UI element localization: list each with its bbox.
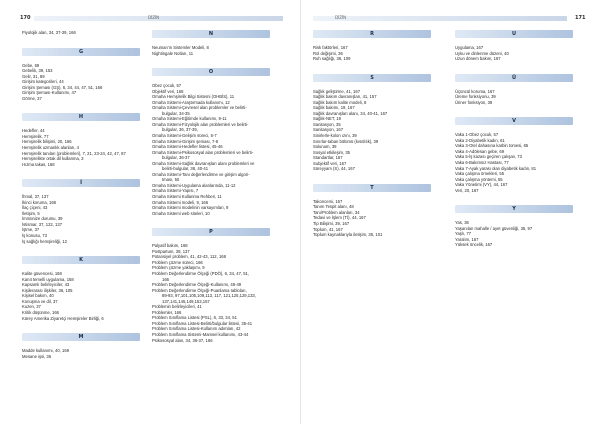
section-header-0-4: [22, 256, 140, 264]
index-entry: Vaka 7-Ayak yarası olan diyabetik kadın, 81: [455, 165, 537, 171]
index-entry: Vaka 6-Bakımsız Hastası, 77: [455, 160, 509, 166]
section-header-0-2: [22, 113, 140, 121]
index-entry: Uzun dönem bakım, 167: [455, 56, 501, 62]
index-entry: Sağlık bakımı, 19, 167: [313, 105, 355, 111]
index-entry: Sağlık bakım kalite modeli, 8: [313, 99, 367, 105]
index-entry: Üriner fonksiyon, 39: [455, 99, 493, 105]
left-page-header: [20, 15, 290, 24]
index-entry: Kapsamlı belirleyiciler, 43: [22, 282, 70, 288]
index-entry: Mesane işsi, 36: [22, 353, 52, 359]
section-header-1-0: [152, 30, 270, 38]
section-header-0-3: [22, 179, 140, 187]
index-entry: Omaha Sistemi-Uygulama alanlarında, 11-12: [152, 182, 236, 188]
index-entry: Sinirlerle-kolon ızını, 39: [313, 133, 357, 139]
index-entry: Hemşirelikte ortak dil kullanma, 3: [22, 156, 84, 162]
index-entry: Objektif veri, 168: [152, 88, 184, 94]
index-entry: İstismar, 37, 122, 137: [22, 221, 63, 227]
index-entry: Toplum, 41, 167: [313, 226, 343, 232]
section-header-0-1: [22, 48, 140, 56]
index-entry: Vaka çalışma yöntemi, 55: [455, 176, 503, 182]
index-entry: Palyatif bakım, 168: [152, 243, 188, 249]
right-page: [301, 0, 602, 424]
index-entry: Omaha Sistemi-Tanı değerlendirme ve girişim algori-: [152, 171, 250, 177]
index-entry: Vaka 1-Obez çocuk, 57: [455, 132, 499, 138]
section-header-3-3: [455, 205, 573, 213]
index-entry: Hemşirelik, 77: [22, 133, 49, 139]
index-entry: Sağlık bakım davranışları, 41, 157: [313, 94, 377, 100]
index-entry: Omaha Sistemi modelinin varsayımları, 9: [152, 205, 229, 211]
section-letter: T: [370, 184, 374, 191]
section-header-2-1: [313, 74, 431, 82]
index-entry: İştme, 37: [22, 227, 40, 233]
index-entry: tması, 50: [162, 177, 180, 183]
index-entry: Madde kullanımı, 40, 169: [22, 348, 70, 354]
section-letter: G: [78, 48, 84, 55]
index-entry: İş sağlığı hemşireliği, 12: [22, 238, 67, 244]
index-entry: Hedefler, 44: [22, 128, 45, 134]
section-letter: M: [78, 334, 84, 341]
index-entry: Veri, 20, 167: [455, 187, 479, 193]
index-entry: Obez çocuk, 57: [152, 83, 182, 89]
index-entry: Vaka 4-Adölesan gebe, 69: [455, 148, 505, 154]
index-entry: Gebelik, 39, 153: [22, 68, 53, 74]
index-entry: 89-93, 97,101,105,109,113, 117, 121,125,129,133,: [162, 293, 256, 299]
index-entry: Kanıt temelli uygulama, 168: [22, 276, 74, 282]
index-entry: Hızma takas, 168: [22, 161, 55, 167]
index-entry: İmmünize durumu, 39: [22, 216, 63, 222]
index-entry: Kürey Amerika Ziyaretçi Hemşireler Birliği, 6: [22, 315, 104, 321]
index-entry: Vaka 2-Diyabetik kadın, 61: [455, 137, 505, 143]
section-letter: U: [511, 31, 517, 37]
section-letter: Ü: [511, 74, 517, 81]
index-entry: Problemin belirleyicileri, 41: [152, 304, 202, 310]
index-entry: Omaha Sistemi-Fizyolojik alan problemleri ve belirti-: [152, 121, 249, 127]
index-entry: Yas, 36: [455, 220, 469, 226]
index-entry: Omaha Sistemi-Araştırmada kullanımı, 12: [152, 99, 230, 105]
index-entry: Uygulama, 167: [455, 45, 484, 50]
index-entry: Omaha Sistemi-Eğitimde kullanımı, 9-11: [152, 116, 227, 122]
index-entry: Sağlık-NET, 19: [313, 116, 341, 122]
index-entry: Omaha Sistemi Kullanma Rehberi, 11: [152, 194, 222, 200]
index-entry: 166: [162, 276, 169, 282]
index-entry: Gelir, 31, 89: [22, 73, 45, 79]
index-entry: Gebe, 69: [22, 62, 40, 68]
index-entry: İletişim, 5: [22, 210, 40, 216]
index-entry: Problemler, 166: [152, 309, 182, 315]
index-entry: bulgular, 34-35: [162, 110, 190, 116]
index-entry: 137,141,145,149,153,157: [162, 298, 210, 304]
index-entry: Subjektif veri, 167: [313, 160, 347, 166]
index-entry: İhmal, 37, 137: [22, 194, 49, 200]
index-entry: Omaha Sistemi-Psikososyal alan problemleri ve belirti-: [152, 149, 254, 155]
index-entry: Tip Bilişimi, 39, 167: [313, 221, 350, 227]
index-entry: Tedavi ve İşlem (Tİ), 44, 167: [313, 215, 366, 221]
index-entry: Omaha Sistemi-Girişim şeması, 7-8: [152, 138, 219, 144]
index-entry: Problem Değerlendirme Ölçeği (PDÖ), 6, 34, 47, 51,: [152, 270, 250, 276]
index-entry: Problem Değerlendirme Ölçeği-Kullanımı, 48-49: [152, 282, 242, 288]
index-entry: Rol değişimi, 36: [313, 50, 343, 56]
index-entry: Uyku ve dinlenme düzeni, 40: [455, 50, 509, 56]
left-running-title: DİZİN: [148, 15, 160, 20]
index-entry: Problem çözme yaklaşımı, 9: [152, 265, 205, 271]
section-letter: O: [208, 69, 214, 76]
index-entry: Yaşlı, 77: [455, 231, 471, 237]
index-entry: Üreme fonksiyonu, 39: [455, 94, 496, 100]
index-entry: Yaşanılan mahalle / ayet güvenliği, 35, 97: [455, 225, 533, 231]
index-entry: Görme, 37: [22, 95, 42, 101]
section-letter: K: [79, 257, 83, 264]
index-column-right-2: [455, 30, 573, 248]
index-entry: Sanitasyon, 35: [313, 121, 341, 127]
section-header-2-2: [313, 184, 431, 192]
right-header-rule: [313, 16, 567, 21]
index-entry: Problem Sınıflama Listesi-Belirti/bulgular listesi, 35-41: [152, 320, 253, 326]
index-entry: Problem Sınıflama Listesi-Kullanım adımları, 42: [152, 326, 241, 332]
index-entry: Sağlık davranışları alanı, 34, 40-41, 167: [313, 110, 388, 116]
index-entry: Postpartum, 39, 137: [152, 248, 190, 254]
index-entry: Omaha Sistemi web siteleri, 10: [152, 210, 210, 216]
index-entry: Takoncemi, 167: [313, 198, 343, 204]
index-entry: Vaka 5-İş kazası geçiren çalışan, 73: [455, 154, 522, 160]
index-entry: Kişilerarası ilişkiler, 36, 105: [22, 287, 73, 293]
section-header-0-5: [22, 333, 140, 341]
index-entry: Ruh sağlığı, 36, 109: [313, 56, 351, 62]
index-entry: Hemşirelik bilişimi, 20, 166: [22, 139, 72, 145]
section-letter: H: [78, 114, 84, 121]
index-entry: Kalite güvencesi, 168: [22, 271, 62, 277]
section-header-1-1: [152, 68, 270, 76]
index-entry: Problem çözme süreci, 166: [152, 259, 203, 265]
index-entry: Vaka çalışma örnekleri, 55: [455, 171, 505, 177]
index-entry: Tanım Tespit alanı, 48: [313, 204, 354, 210]
section-header-3-2: [455, 117, 573, 125]
index-entry: Omaha Sistemi-Sağlık davranışları alanı problemleri ve: [152, 160, 255, 166]
index-entry: Omaha Sistemi-Hedefler listesi, 45-46: [152, 144, 223, 150]
index-column-left-1: [22, 30, 140, 359]
index-entry: Girişim kategorileri, 44: [22, 79, 64, 85]
index-entry: Omaha Sistemi-Yapısı, 7: [152, 188, 199, 194]
index-entry: Yüksek öncelik, 167: [455, 242, 493, 248]
section-letter: N: [208, 31, 214, 37]
index-entry: Standartlar, 167: [313, 155, 343, 161]
index-entry: Omaha Sistemi-Gelişim süreci, 5-7: [152, 133, 217, 139]
index-entry: Nightingale Notları, 11: [152, 50, 194, 56]
index-entry: Psikososyal alan, 34, 36-37, 166: [152, 337, 213, 343]
section-header-2-0: [313, 30, 431, 38]
index-column-right-1: [313, 30, 431, 238]
index-entry: Piyolojik alan, 34, 37-39, 166: [22, 30, 76, 35]
index-entry: Sosyal etkileşim, 35: [313, 149, 351, 155]
index-entry: bulgular, 36, 37-39,: [162, 127, 198, 133]
index-entry: Problem Değerlendirme Ölçeği-Puanlama tabloları,: [152, 287, 247, 293]
section-letter: Y: [512, 206, 516, 213]
index-entry: Potansiyel problem, 41, 42-43, 112, 168: [152, 254, 226, 260]
index-entry: Risk faktörleri, 167: [313, 45, 348, 50]
right-page-header: [313, 15, 588, 24]
index-entry: Problem Sınıflama Listesi (PSL), 6, 33, 34, 51: [152, 315, 237, 321]
index-entry: Kişisel bakım, 40: [22, 293, 54, 299]
index-entry: Toplum kaynaklarıyla iletişim, 35, 101: [313, 232, 383, 238]
index-entry: Vaka 3-Otel dahasına karbin tomesi, 65: [455, 143, 529, 149]
index-entry: Konuşma ve dil, 37: [22, 298, 58, 304]
index-entry: bulgular, 36-37: [162, 155, 190, 161]
index-entry: Yaralım, 167: [455, 236, 479, 242]
section-letter: R: [370, 31, 374, 37]
section-header-3-0: [455, 30, 573, 38]
index-entry: İkinci koruma, 168: [22, 199, 56, 205]
index-entry: Kritik düşünme, 166: [22, 309, 60, 315]
index-entry: İlaç çiçeni, 43: [22, 205, 48, 211]
index-entry: Omaha Sistemi modeli, 9, 166: [152, 199, 209, 205]
index-entry: Solunum, 39: [313, 144, 337, 150]
index-entry: Sağlık geliştirme, 41, 167: [313, 88, 361, 94]
index-entry: Neuman'ın Sistemler Modeli, 8: [152, 45, 209, 50]
index-entry: Problem Sınıflama Sistemi-Mamsel kullanımı, 43-44: [152, 331, 249, 337]
index-entry: Sınırlar-taban bölümü (kısıtlılık), 39: [313, 138, 379, 144]
index-entry: Süreyyam (S), 44, 167: [313, 166, 355, 172]
index-entry: Omaha Sistemi-Çevresel alan problemler ve belirti-: [152, 105, 247, 111]
section-letter: P: [209, 229, 213, 236]
section-header-3-1: [455, 74, 573, 82]
index-entry: Hemşirelik tanıları (problemleri), 7, 21, 23-24, 42, 47, 87: [22, 150, 126, 156]
index-entry: Girişim Şeması (GŞ), 6, 34, 44, 47, 51, 166: [22, 84, 103, 90]
left-page-number: 170: [20, 15, 31, 21]
right-running-title: DİZİN: [335, 15, 347, 20]
section-header-1-2: [152, 228, 270, 236]
index-column-left-2: [152, 30, 270, 343]
index-entry: İş konusu, 73: [22, 233, 47, 239]
index-entry: Kuzen, 37: [22, 304, 41, 310]
section-letter: İ: [80, 180, 82, 187]
index-entry: Vaka Yönetimi (VY), 44, 167: [455, 182, 508, 188]
section-letter: V: [512, 118, 516, 125]
index-entry: Sanitasyon, 167: [313, 127, 344, 133]
index-entry: Tanı/Problem alanları, 34: [313, 209, 360, 215]
index-entry: Girişim Şeması-Kullanımı, 47: [22, 90, 77, 96]
right-page-number: 171: [575, 15, 586, 21]
index-entry: Üçüncül koruma, 167: [455, 88, 495, 94]
section-letter: S: [370, 74, 374, 81]
index-entry: belirti-bulgular, 36, 40-41: [162, 166, 209, 172]
index-entry: Hemşirelik uzmanlık alanları, 4: [22, 145, 80, 151]
index-entry: Omaha Hemşirelik Bilgi Sistemi (OHBİS), 11: [152, 94, 235, 100]
